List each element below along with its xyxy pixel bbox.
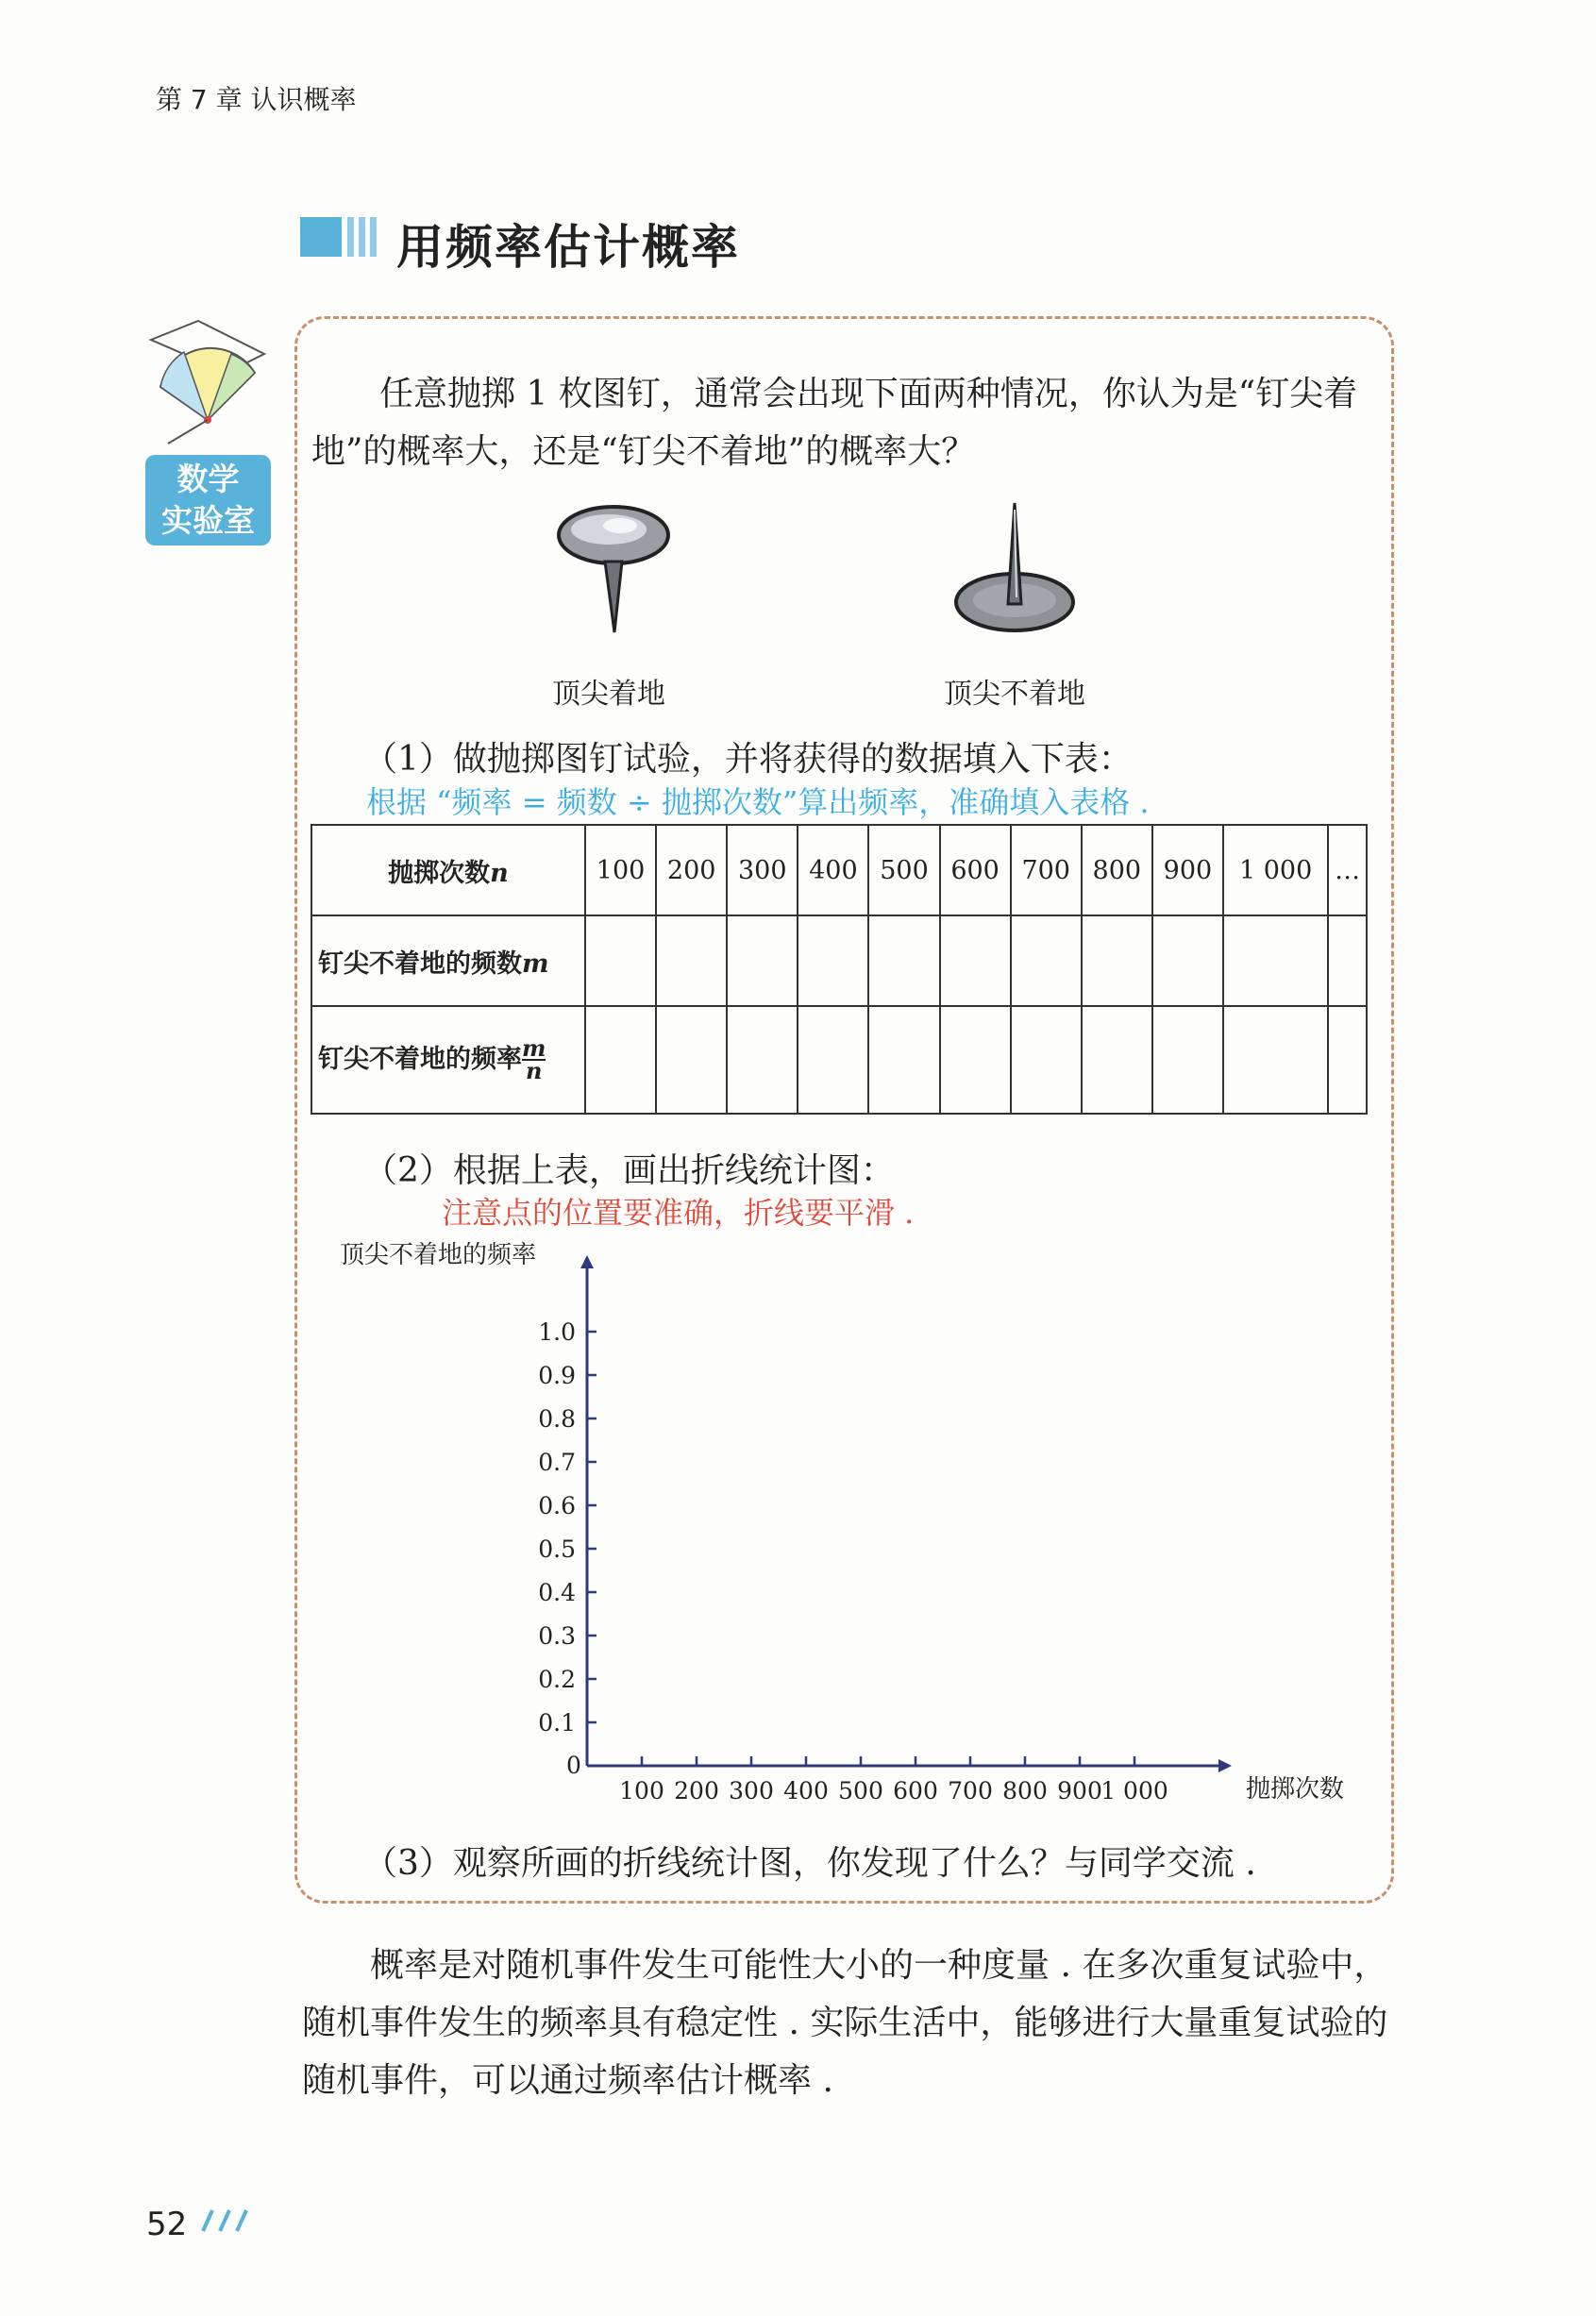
- row-var: m: [522, 948, 549, 979]
- x-tick-label: 500: [838, 1777, 883, 1804]
- chapter-header: 第 7 章 认识概率: [156, 84, 357, 115]
- col-header: 600: [940, 825, 1011, 915]
- step1-instruction: （1）做抛掷图钉试验，并将获得的数据填入下表：: [363, 740, 1133, 779]
- x-tick-label: 200: [674, 1777, 719, 1804]
- frequency-line-chart: [311, 1227, 1369, 1831]
- blank-cell[interactable]: [868, 1006, 939, 1114]
- col-header: 700: [1011, 825, 1082, 915]
- blank-cell[interactable]: [585, 1006, 656, 1114]
- blank-cell[interactable]: [1152, 1006, 1223, 1114]
- step2-note: 注意点的位置要准确，折线要平滑 .: [442, 1195, 915, 1231]
- blank-cell[interactable]: [868, 915, 939, 1006]
- y-tick-label: 0.4: [538, 1579, 576, 1606]
- y-axis-label: 顶尖不着地的频率: [340, 1241, 537, 1269]
- step1-note: 根据 “频率 = 频数 ÷ 抛掷次数”算出频率，准确填入表格 .: [366, 784, 1150, 820]
- col-header: 200: [656, 825, 727, 915]
- y-tick-label: 0.1: [538, 1709, 576, 1737]
- x-tick-label: 700: [948, 1777, 993, 1804]
- y-axis-arrow-icon: [580, 1255, 594, 1268]
- blank-cell[interactable]: [585, 915, 656, 1006]
- x-tick-label: 900: [1057, 1777, 1102, 1804]
- fraction: [522, 1034, 546, 1085]
- col-header: 500: [868, 825, 939, 915]
- col-header: 1 000: [1223, 825, 1328, 915]
- blank-cell[interactable]: [1082, 1006, 1152, 1114]
- page-number: 52: [146, 2206, 188, 2243]
- blank-cell[interactable]: [1011, 915, 1082, 1006]
- section-title: 用频率估计概率: [396, 220, 740, 275]
- x-tick-label: 600: [893, 1777, 938, 1804]
- y-tick-label: 0.7: [538, 1449, 576, 1476]
- blank-cell[interactable]: [1223, 915, 1328, 1006]
- col-header: 800: [1082, 825, 1152, 915]
- frequency-table: [311, 824, 1368, 1115]
- table-row: [311, 825, 1367, 915]
- row-header-count: [311, 915, 585, 1006]
- y-tick-label: 1.0: [538, 1318, 576, 1346]
- x-tick-label: 100: [619, 1777, 664, 1804]
- y-tick-label: 0.9: [538, 1362, 576, 1389]
- badge-line1: 数学: [176, 461, 240, 497]
- section-title-bar-icon: [300, 213, 379, 260]
- col-header: …: [1328, 825, 1367, 915]
- closing-paragraph: 概率是对随机事件发生可能性大小的一种度量 . 在多次重复试验中，随机事件发生的频率具有稳定性 . 实际生活中，能够进行大量重复试验的随机事件，可以通过频率估计概率 .: [302, 1946, 1388, 2100]
- x-tick-label: 300: [729, 1777, 774, 1804]
- x-tick-label: 800: [1002, 1777, 1048, 1804]
- y-tick-label: 0.3: [538, 1622, 576, 1650]
- blank-cell[interactable]: [656, 915, 727, 1006]
- blank-cell[interactable]: [1152, 915, 1223, 1006]
- blank-cell[interactable]: [1223, 1006, 1328, 1114]
- table-row: [311, 915, 1367, 1006]
- table-row: [311, 1006, 1367, 1114]
- origin-label: 0: [566, 1752, 581, 1779]
- row-header-throws: [311, 825, 585, 915]
- step2-instruction: （2）根据上表，画出折线统计图：: [363, 1151, 895, 1190]
- protractor-icon: [142, 316, 274, 448]
- fraction-denominator: n: [525, 1057, 543, 1085]
- thumbtack-point-up-icon: [944, 498, 1085, 640]
- x-tick-label: 1 000: [1100, 1777, 1168, 1804]
- fraction-numerator: m: [522, 1034, 546, 1063]
- x-axis-arrow-icon: [1218, 1759, 1232, 1772]
- blank-cell[interactable]: [1011, 1006, 1082, 1114]
- row-header-text: 钉尖不着地的频数: [318, 948, 522, 979]
- badge-line2: 实验室: [161, 502, 255, 539]
- x-axis-label: 抛掷次数: [1246, 1775, 1345, 1804]
- row-header-text: 钉尖不着地的频率: [318, 1044, 522, 1074]
- col-header: 400: [798, 825, 868, 915]
- step3-instruction: （3）观察所画的折线统计图，你发现了什么？与同学交流 .: [363, 1844, 1256, 1883]
- col-header: 900: [1152, 825, 1223, 915]
- col-header: 300: [727, 825, 798, 915]
- math-lab-badge: [145, 455, 271, 545]
- blank-cell[interactable]: [727, 1006, 798, 1114]
- y-tick-label: 0.5: [538, 1536, 576, 1563]
- y-tick-label: 0.8: [538, 1405, 576, 1433]
- x-tick-label: 400: [783, 1777, 829, 1804]
- blank-cell[interactable]: [798, 1006, 868, 1114]
- blank-cell[interactable]: [1328, 915, 1367, 1006]
- blank-cell[interactable]: [727, 915, 798, 1006]
- blank-cell[interactable]: [940, 1006, 1011, 1114]
- thumbtack-head-down-icon: [552, 495, 675, 637]
- blank-cell[interactable]: [656, 1006, 727, 1114]
- y-tick-label: 0.6: [538, 1492, 576, 1519]
- row-var: n: [490, 858, 509, 888]
- y-tick-label: 0.2: [538, 1666, 576, 1693]
- blank-cell[interactable]: [1328, 1006, 1367, 1114]
- row-header-frequency: [311, 1006, 585, 1114]
- row-header-text: 抛掷次数: [388, 858, 491, 888]
- blank-cell[interactable]: [940, 915, 1011, 1006]
- intro-paragraph: 任意抛掷 1 枚图钉，通常会出现下面两种情况，你认为是“钉尖着地”的概率大，还是“钉尖不着地”的概率大？: [311, 375, 1358, 471]
- blank-cell[interactable]: [798, 915, 868, 1006]
- label-head-down: 顶尖着地: [552, 678, 665, 711]
- col-header: 100: [585, 825, 656, 915]
- page-slash-decoration-icon: [193, 2201, 269, 2239]
- blank-cell[interactable]: [1082, 915, 1152, 1006]
- label-point-up: 顶尖不着地: [944, 678, 1085, 711]
